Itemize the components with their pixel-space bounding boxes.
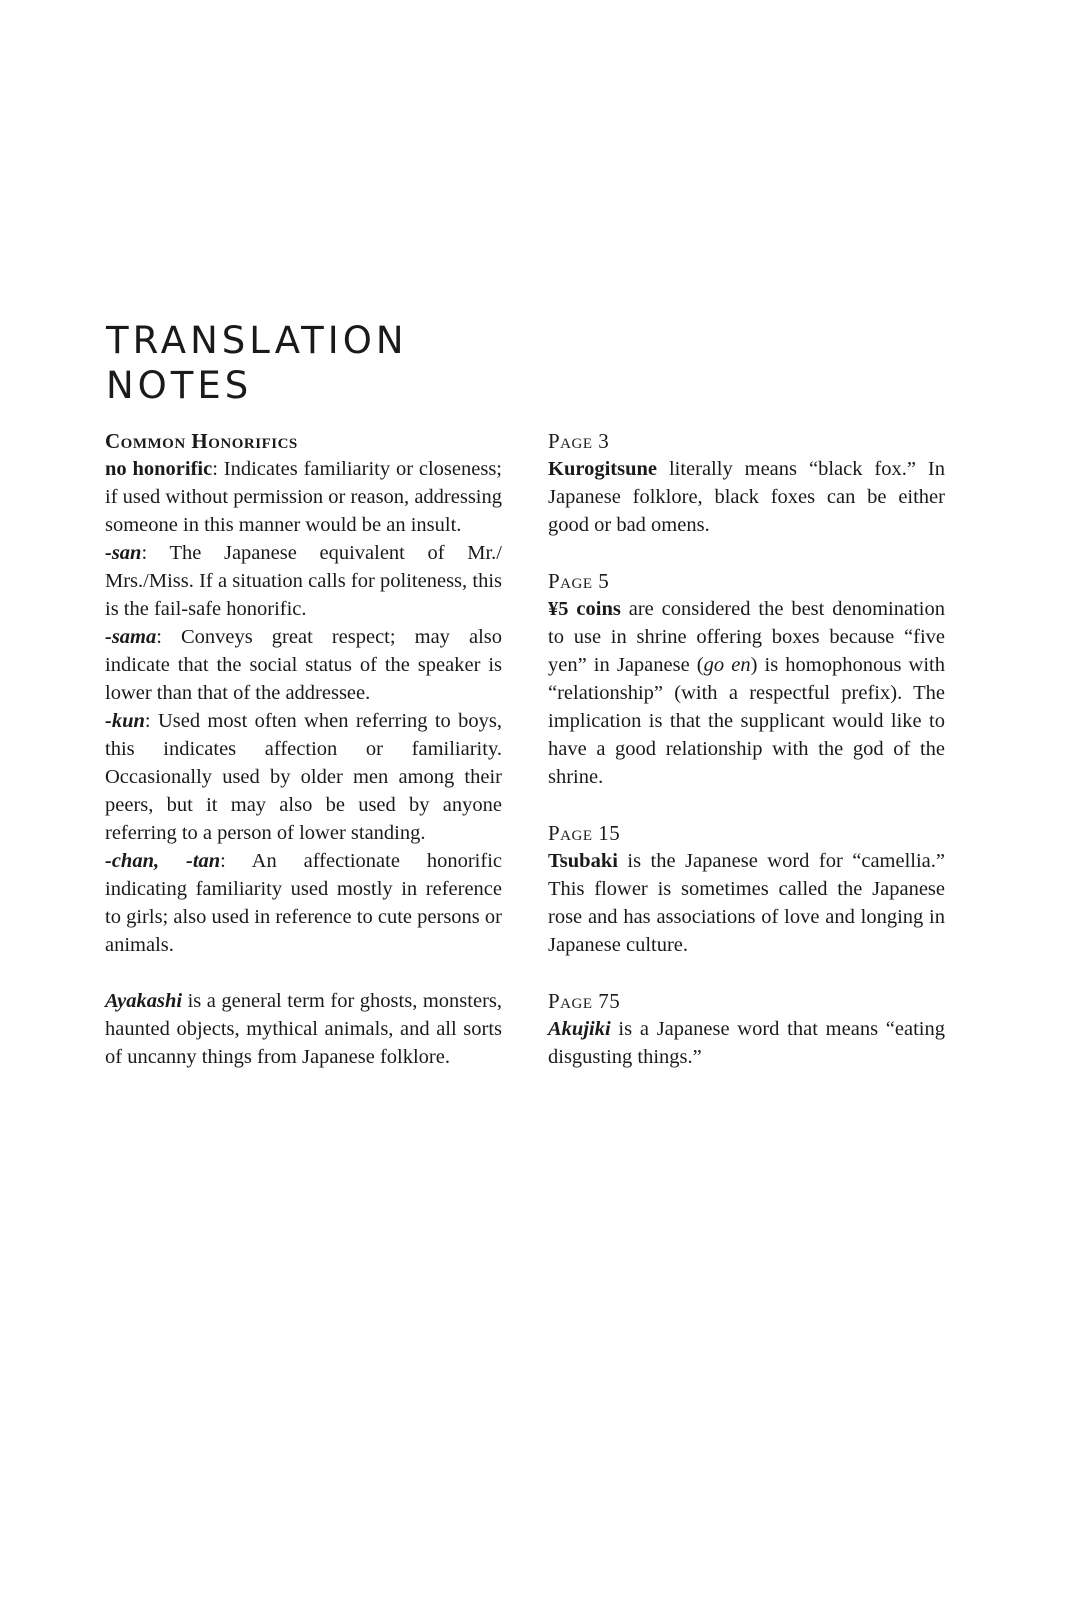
honorific-sep: :	[141, 542, 170, 564]
honorific-text: Used most often when referring to boys, this indicates affection or familiarity. Occasionally used by older men among their peers, but it may also be used by anyone referring to a person of lower standing.	[105, 710, 502, 844]
honorific-sep: :	[156, 626, 181, 648]
honorific-term: no honorific	[105, 458, 213, 480]
honorific-term: -sama	[105, 626, 157, 648]
paragraph-gap	[105, 959, 502, 987]
page-title-line-1: TRANSLATION	[106, 319, 408, 362]
page-title	[106, 318, 526, 408]
honorific-sep: :	[220, 850, 252, 872]
note-italic-phrase: go en	[703, 654, 751, 676]
honorific-sep: :	[144, 710, 158, 732]
page-note-heading: Page 75	[548, 989, 621, 1013]
page-note-body	[548, 455, 945, 539]
honorific-entry	[105, 707, 502, 847]
honorific-sep: :	[212, 458, 224, 480]
note-term: Tsubaki	[548, 850, 618, 872]
ayakashi-note	[105, 987, 502, 1071]
page-title-line-2: NOTES	[106, 364, 253, 407]
note-text: literally means “black fox.” In Japanese folklore, black foxes can be either good or bad omens.	[548, 458, 945, 536]
honorific-entry	[105, 455, 502, 539]
note-text: is a Japanese word that means “eating disgusting things.”	[548, 1018, 945, 1068]
paragraph-gap	[548, 959, 945, 987]
page-note-heading: Page 3	[548, 429, 610, 453]
ayakashi-term: Ayakashi	[105, 990, 183, 1012]
honorific-entry	[105, 539, 502, 623]
honorific-term: -san	[105, 542, 142, 564]
honorific-term: -kun	[105, 710, 145, 732]
section-heading-honorifics: Common Honorifics	[105, 429, 298, 453]
page-note-body	[548, 595, 945, 791]
honorific-entry	[105, 847, 502, 959]
honorific-text: An affectionate honorific indicating familiarity used mostly in reference to girls; also used in reference to cute persons or animals.	[105, 850, 502, 956]
note-term: Akujiki	[548, 1018, 611, 1040]
page-note-heading: Page 15	[548, 821, 621, 845]
page-note-body	[548, 1015, 945, 1071]
honorific-text: The Japanese equivalent of Mr./​Mrs./Miss. If a situation calls for politeness, this is the fail-safe honorific.	[105, 542, 502, 620]
note-text: are considered the best denomination to use in shrine offering boxes because “five yen” in Japanese (	[548, 598, 945, 676]
note-text-continued: ) is homophonous with “relationship” (with a respectful prefix). The implication is that the supplicant would like to have a good relationship with the god of the shrine.	[548, 654, 945, 788]
paragraph-gap	[548, 791, 945, 819]
honorific-text: Indicates familiarity or closeness; if used without permission or reason, addressing someone in this manner would be an insult.	[105, 458, 503, 536]
honorific-entry	[105, 623, 502, 707]
ayakashi-text: is a general term for ghosts, monsters, haunted objects, mythical animals, and all sorts of uncanny things from Japanese folklore.	[105, 990, 502, 1068]
note-term: Kurogitsune	[548, 458, 657, 480]
right-column	[548, 427, 945, 1071]
page-note-heading: Page 5	[548, 569, 610, 593]
left-column	[105, 427, 502, 1071]
paragraph-gap	[548, 539, 945, 567]
honorific-term: -chan, -tan	[105, 850, 221, 872]
page-note-body	[548, 847, 945, 959]
note-text: is the Japanese word for “camellia.” This flower is sometimes called the Japanese rose and has associations of love and longing in Japanese culture.	[548, 850, 945, 956]
honorific-text: Conveys great respect; may also indicate that the social status of the speaker is lower than that of the addressee.	[105, 626, 502, 704]
note-term: ¥5 coins	[548, 598, 621, 620]
